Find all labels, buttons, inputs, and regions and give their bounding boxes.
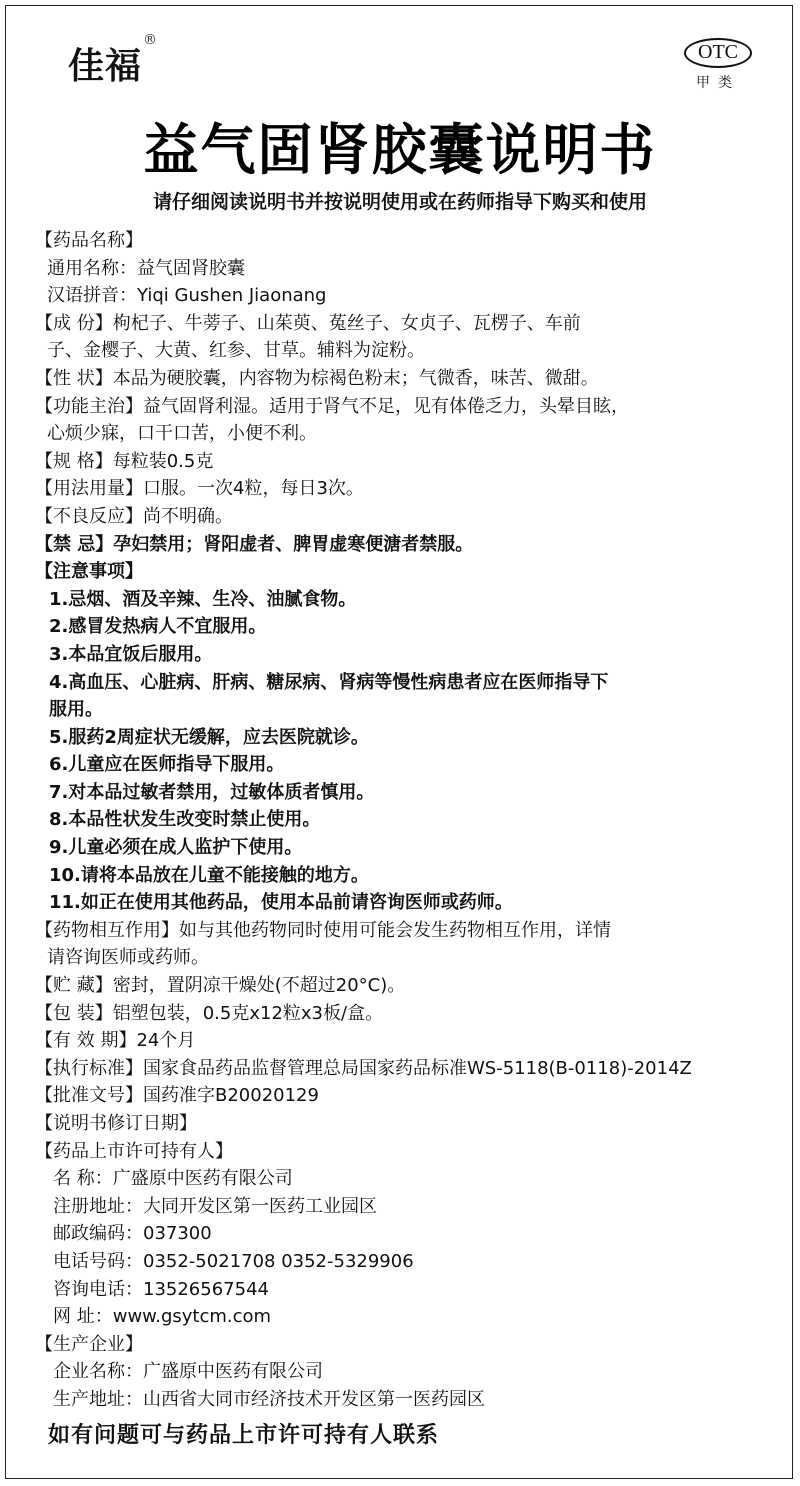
leaflet-line: 【批准文号】国药准字B20020129 — [35, 1085, 319, 1107]
leaflet-body — [35, 227, 785, 1414]
leaflet-line: 6.儿童应在医师指导下服用。 — [49, 754, 285, 776]
leaflet-line: 4.高血压、心脏病、肝病、糖尿病、肾病等慢性病患者应在医师指导下 — [49, 671, 609, 693]
leaflet-line: 企业名称：广盛原中医药有限公司 — [53, 1361, 323, 1383]
leaflet-line: 请咨询医师或药师。 — [47, 947, 209, 969]
leaflet-line: 电话号码：0352-5021708 0352-5329906 — [53, 1250, 414, 1272]
leaflet-line: 汉语拼音：Yiqi Gushen Jiaonang — [47, 285, 327, 307]
leaflet-line: 1.忌烟、酒及辛辣、生冷、油腻食物。 — [49, 588, 357, 610]
leaflet-line: 【包 装】铝塑包装，0.5克x12粒x3板/盒。 — [35, 1002, 384, 1024]
leaflet-line: 【性 状】本品为硬胶囊，内容物为棕褐色粉末；气微香，味苦、微甜。 — [35, 367, 599, 389]
brand-logo: 佳福 — [68, 46, 143, 87]
leaflet-line: 通用名称：益气固肾胶囊 — [47, 257, 245, 279]
leaflet-line: 【药品上市许可持有人】 — [35, 1140, 233, 1162]
leaflet-line: 【药物相互作用】如与其他药物同时使用可能会发生药物相互作用，详情 — [35, 919, 611, 941]
leaflet-line: 【规 格】每粒装0.5克 — [35, 450, 214, 472]
leaflet-line: 【功能主治】益气固肾利湿。适用于肾气不足，见有体倦乏力，头晕目眩， — [35, 395, 629, 417]
leaflet-line: 子、金樱子、大黄、红参、甘草。辅料为淀粉。 — [47, 340, 425, 362]
leaflet-line: 10.请将本品放在儿童不能接触的地方。 — [49, 864, 369, 886]
leaflet-line: 【禁 忌】孕妇禁用；肾阳虚者、脾胃虚寒便溏者禁服。 — [35, 533, 474, 555]
leaflet-line: 网 址：www.gsytcm.com — [53, 1306, 272, 1328]
leaflet-line: 服用。 — [49, 699, 103, 721]
leaflet-line: 【贮 藏】密封，置阴凉干燥处(不超过20°C)。 — [35, 975, 406, 997]
otc-badge: OTC — [684, 38, 752, 68]
leaflet-line: 【药品名称】 — [35, 230, 143, 251]
leaflet-line: 生产地址：山西省大同市经济技术开发区第一医药园区 — [53, 1388, 485, 1410]
leaflet-line: 【执行标准】国家食品药品监督管理总局国家药品标准WS-5118(B-0118)-2014Z — [35, 1057, 692, 1079]
leaflet-line: 咨询电话：13526567544 — [53, 1278, 269, 1300]
leaflet-line: 心烦少寐，口干口苦，小便不利。 — [47, 423, 317, 445]
leaflet-line: 【生产企业】 — [35, 1333, 143, 1355]
leaflet-line: 11.如正在使用其他药品，使用本品前请咨询医师或药师。 — [49, 892, 513, 914]
leaflet-line: 8.本品性状发生改变时禁止使用。 — [49, 809, 321, 831]
leaflet-line: 【说明书修订日期】 — [35, 1113, 197, 1134]
registered-mark: ® — [143, 32, 157, 48]
leaflet-line: 9.儿童必须在成人监护下使用。 — [49, 837, 303, 859]
leaflet-line: 2.感冒发热病人不宜服用。 — [49, 616, 267, 638]
otc-class-label: 甲类 — [696, 75, 740, 91]
leaflet-line: 邮政编码：037300 — [53, 1223, 212, 1245]
footer-note: 如有问题可与药品上市许可持有人联系 — [48, 1423, 440, 1448]
leaflet-line: 5.服药2周症状无缓解，应去医院就诊。 — [49, 726, 369, 748]
leaflet-line: 7.对本品过敏者禁用，过敏体质者慎用。 — [49, 781, 375, 803]
leaflet-line: 3.本品宜饭后服用。 — [49, 643, 213, 665]
page-title: 益气固肾胶囊说明书 — [143, 118, 657, 182]
leaflet-line: 【不良反应】尚不明确。 — [35, 505, 233, 527]
leaflet-line: 注册地址：大同开发区第一医药工业园区 — [53, 1195, 377, 1217]
page-subtitle: 请仔细阅读说明书并按说明使用或在药师指导下购买和使用 — [152, 191, 647, 213]
leaflet-line: 【用法用量】口服。一次4粒，每日3次。 — [35, 478, 364, 500]
leaflet-line: 名 称：广盛原中医药有限公司 — [53, 1168, 293, 1190]
leaflet-line: 【注意事项】 — [35, 561, 143, 583]
leaflet-line: 【有 效 期】24个月 — [35, 1030, 196, 1052]
leaflet-line: 【成 份】枸杞子、牛蒡子、山茱萸、菟丝子、女贞子、瓦楞子、车前 — [35, 312, 581, 334]
